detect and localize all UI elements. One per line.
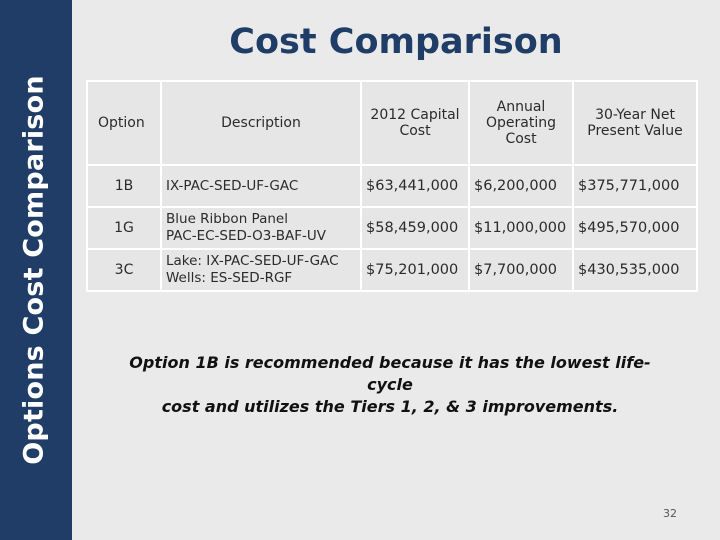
npv-cell: $495,570,000 bbox=[573, 207, 697, 249]
sidebar-title: Options Cost Comparison bbox=[18, 75, 50, 465]
description-line: IX-PAC-SED-UF-GAC bbox=[166, 177, 299, 194]
description-line: Blue Ribbon Panel bbox=[166, 211, 288, 227]
operating-cost-cell: $7,700,000 bbox=[469, 249, 573, 291]
npv-cell: $375,771,000 bbox=[573, 165, 697, 207]
recommendation-text bbox=[110, 352, 670, 418]
recommendation-line: Option 1B is recommended because it has the lowest life-cycle bbox=[129, 353, 651, 394]
sidebar bbox=[0, 0, 72, 540]
table-row bbox=[87, 165, 697, 207]
description-line: PAC-EC-SED-O3-BAF-UV bbox=[166, 228, 326, 244]
table-header-row bbox=[87, 81, 697, 165]
description-line: Lake: IX-PAC-SED-UF-GAC bbox=[166, 253, 339, 269]
slide-title: Cost Comparison bbox=[229, 22, 563, 62]
option-cell: 1B bbox=[87, 165, 161, 207]
table-row bbox=[87, 249, 697, 291]
page-number: 32 bbox=[663, 507, 677, 520]
npv-cell: $430,535,000 bbox=[573, 249, 697, 291]
cost-comparison-table bbox=[86, 80, 698, 292]
capital-cost-cell: $75,201,000 bbox=[361, 249, 469, 291]
option-cell: 1G bbox=[87, 207, 161, 249]
option-cell: 3C bbox=[87, 249, 161, 291]
description-cell bbox=[161, 165, 361, 207]
operating-cost-cell: $11,000,000 bbox=[469, 207, 573, 249]
header-operating-cost: Annual Operating Cost bbox=[469, 81, 573, 165]
header-option: Option bbox=[87, 81, 161, 165]
table-row bbox=[87, 207, 697, 249]
description-cell bbox=[161, 207, 361, 249]
capital-cost-cell: $58,459,000 bbox=[361, 207, 469, 249]
operating-cost-cell: $6,200,000 bbox=[469, 165, 573, 207]
recommendation-line: cost and utilizes the Tiers 1, 2, & 3 improvements. bbox=[161, 397, 619, 416]
description-line: Wells: ES-SED-RGF bbox=[166, 270, 293, 286]
header-capital-cost: 2012 Capital Cost bbox=[361, 81, 469, 165]
capital-cost-cell: $63,441,000 bbox=[361, 165, 469, 207]
header-net-present-value: 30-Year Net Present Value bbox=[573, 81, 697, 165]
header-description: Description bbox=[161, 81, 361, 165]
description-cell bbox=[161, 249, 361, 291]
